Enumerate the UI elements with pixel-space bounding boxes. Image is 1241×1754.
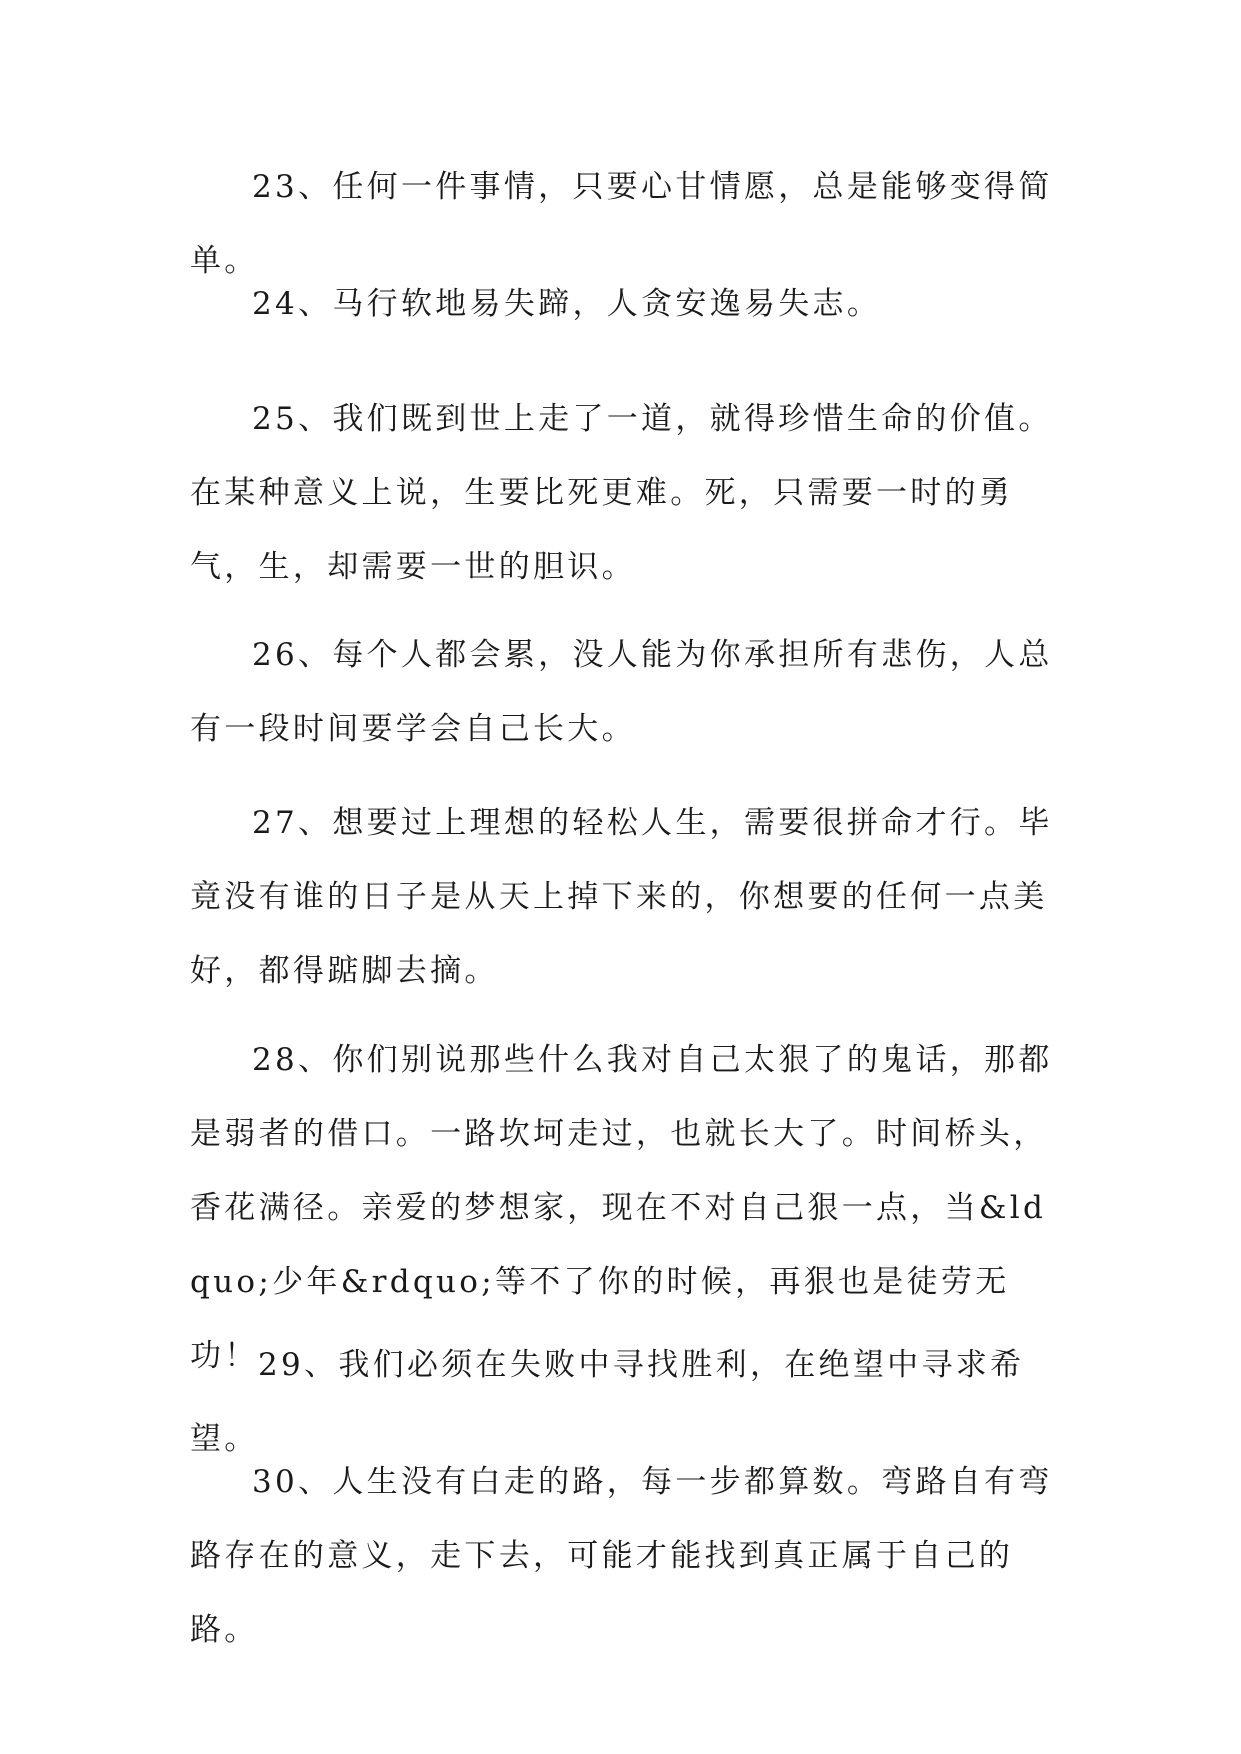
quote-paragraph-23: 23、任何一件事情，只要心甘情愿，总是能够变得简单。 <box>190 169 1053 279</box>
quote-paragraph-30: 30、人生没有白走的路，每一步都算数。弯路自有弯路存在的意义，走下去，可能才能找到真正属于自己的路。 <box>190 1464 1053 1648</box>
quote-paragraph-24: 24、马行软地易失蹄，人贪安逸易失志。 <box>252 286 882 322</box>
quote-paragraph-25: 25、我们既到世上走了一道，就得珍惜生命的价值。在某种意义上说，生要比死更难。死，只需要一时的勇气，生，却需要一世的胆识。 <box>190 401 1053 585</box>
quote-paragraph-27: 27、想要过上理想的轻松人生，需要很拼命才行。毕竟没有谁的日子是从天上掉下来的，你想要的任何一点美好，都得踮脚去摘。 <box>190 805 1053 989</box>
quote-paragraph-29: 29、我们必须在失败中寻找胜利，在绝望中寻求希望。 <box>190 1347 1025 1457</box>
quote-paragraph-28: 28、你们别说那些什么我对自己太狠了的鬼话，那都是弱者的借口。一路坎坷走过，也就长大了。时间桥头，香花满径。亲爱的梦想家，现在不对自己狠一点，当&ldquo;少年&rdquo;等不了你的时候，再狠也是徒劳无功！ <box>190 1042 1053 1374</box>
quote-paragraph-26: 26、每个人都会累，没人能为你承担所有悲伤，人总有一段时间要学会自己长大。 <box>190 637 1053 747</box>
